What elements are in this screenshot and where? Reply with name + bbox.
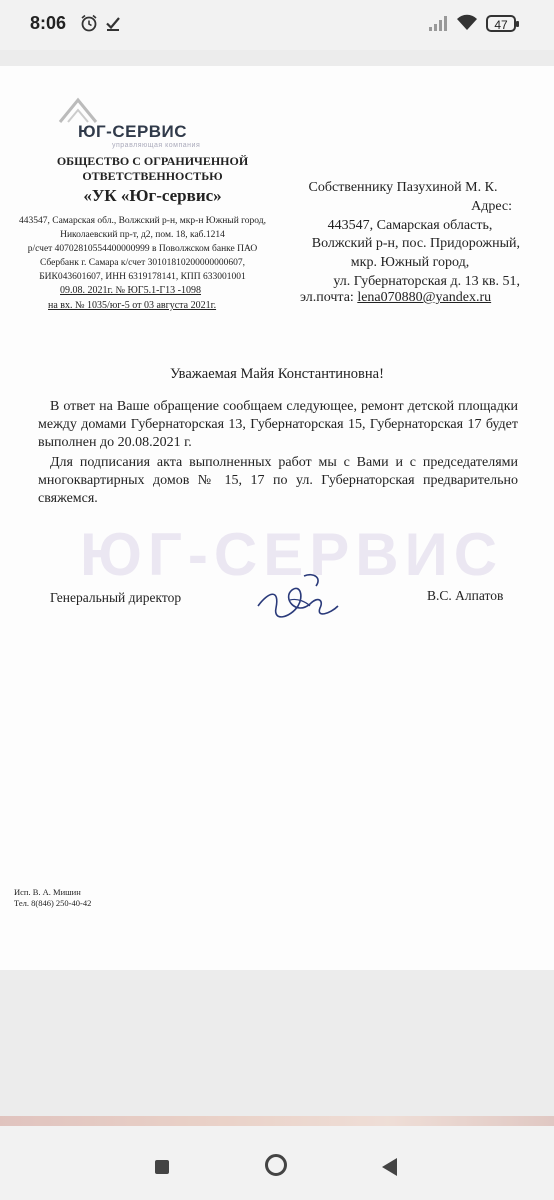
- check-icon: [104, 14, 122, 32]
- recipient-line: Волжский р-н, пос. Придорожный,: [311, 236, 520, 251]
- requisites-line: Сбербанк г. Самара к/счет 30101810200000000607,: [39, 258, 246, 268]
- signal-icon: [428, 14, 448, 32]
- executor: Исп. В. А. Мишин: [14, 887, 81, 897]
- requisites-line: Николаевский пр-т, д2, пом. 18, каб.1214: [60, 230, 225, 240]
- stamp-watermark: ЮГ-СЕРВИС: [80, 521, 504, 588]
- home-icon[interactable]: [265, 1154, 287, 1176]
- recipient-line: мкр. Южный город,: [350, 255, 470, 270]
- recipient-email-row: [300, 290, 491, 306]
- org-type-line2: ОТВЕТСТВЕННОСТЬЮ: [82, 169, 223, 183]
- back-icon[interactable]: [382, 1158, 397, 1176]
- email-link[interactable]: lena070880@yandex.ru: [357, 290, 492, 305]
- executor-phone: Тел. 8(846) 250-40-42: [14, 898, 92, 908]
- wifi-icon: [456, 14, 478, 32]
- document-page: [0, 66, 554, 970]
- logo-subtitle: управляющая компания: [112, 142, 201, 149]
- body-paragraph: В ответ на Ваше обращение сообщаем следующее, ремонт детской площадки между домами Губернаторская 13, Губернаторская 15, Губернаторская 17 будет выполнен до 20.08.2021 г.: [38, 399, 518, 450]
- org-type-line1: ОБЩЕСТВО С ОГРАНИЧЕННОЙ: [56, 154, 249, 168]
- battery-level: 47: [494, 18, 508, 32]
- logo-name: ЮГ-СЕРВИС: [78, 122, 188, 141]
- recipient-line: 443547, Самарская область,: [327, 218, 493, 233]
- signatory-name: В.С. Алпатов: [427, 588, 504, 603]
- recipient-line: Адрес:: [471, 199, 512, 214]
- battery-icon: [486, 15, 516, 32]
- body-paragraph: Для подписания акта выполненных работ мы с Вами и с председателями многоквартирных домов № 15, 17 по ул. Губернаторская предварительно свяжемся.: [38, 455, 518, 506]
- salutation: Уважаемая Майя Константиновна!: [170, 366, 384, 382]
- incoming-reference: на вх. № 1035/юг-5 от 03 августа 2021г.: [48, 300, 217, 311]
- org-name: «УК «Юг-сервис»: [83, 186, 222, 205]
- requisites-line: 443547, Самарская обл., Волжский р-н, мкр-н Южный город,: [18, 216, 266, 226]
- status-bar: [0, 0, 554, 50]
- logo-roof-icon: [58, 96, 98, 124]
- status-time: 8:06: [30, 13, 67, 33]
- requisites-line: БИК043601607, ИНН 6319178141, КПП 633001001: [39, 272, 246, 282]
- recipient-line: Собственнику Пазухиной М. К.: [308, 180, 498, 195]
- alarm-icon: [80, 14, 98, 32]
- handwritten-signature: [250, 556, 360, 626]
- recent-apps-icon[interactable]: [155, 1160, 169, 1174]
- org-type: [30, 154, 275, 184]
- signatory-role: Генеральный директор: [50, 590, 182, 605]
- requisites-line: р/счет 40702810554400000999 в Поволжском банке ПАО: [27, 244, 258, 254]
- recipient-line: ул. Губернаторская д. 13 кв. 51,: [333, 274, 520, 289]
- email-label: эл.почта:: [300, 290, 358, 305]
- outgoing-reference: 09.08. 2021г. № ЮГ5.1-Г13 -1098: [60, 285, 202, 296]
- next-image-edge: [0, 1116, 554, 1126]
